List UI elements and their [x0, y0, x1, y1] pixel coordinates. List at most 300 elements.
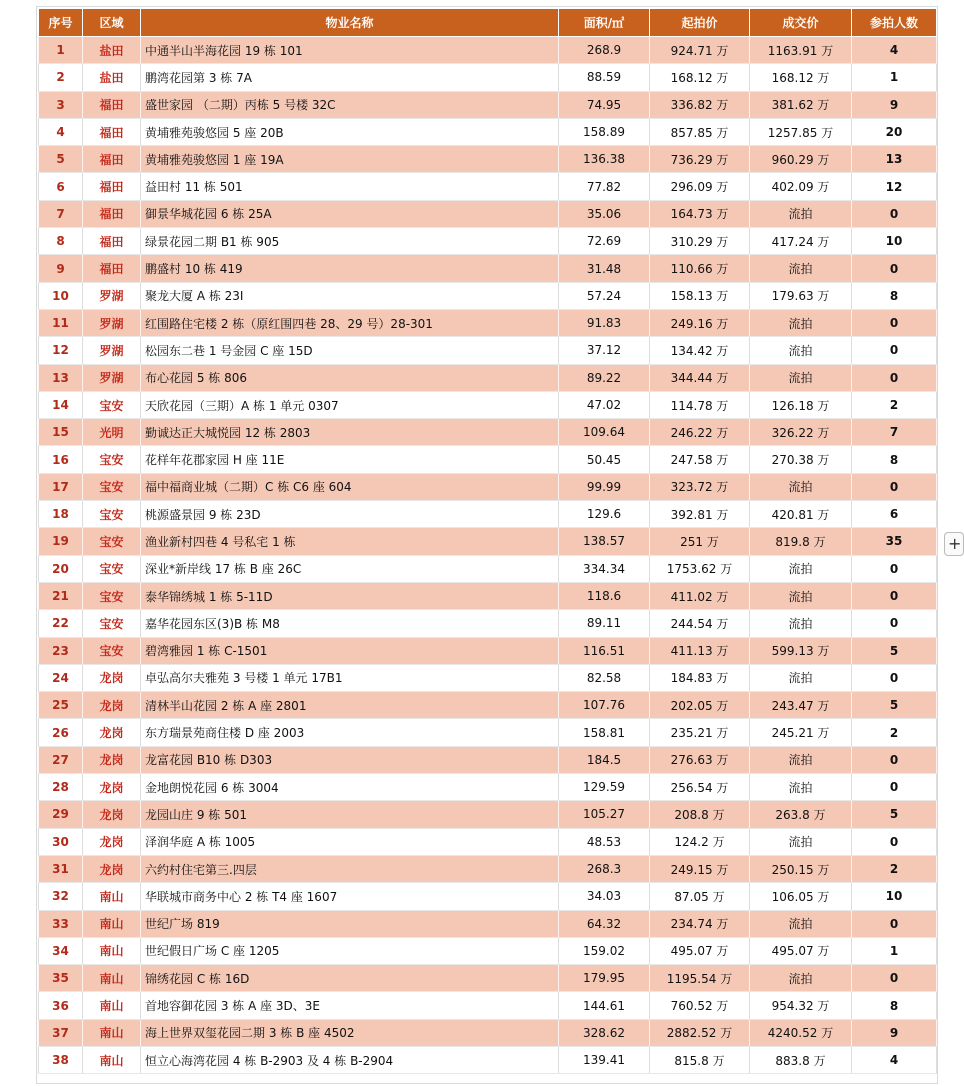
- cell-index: 7: [39, 200, 83, 227]
- cell-bidder-count: 0: [852, 965, 937, 992]
- cell-deal-price: 流拍: [750, 828, 852, 855]
- cell-bidder-count: 2: [852, 719, 937, 746]
- cell-district: 盐田: [83, 64, 141, 91]
- cell-district: 龙岗: [83, 719, 141, 746]
- cell-bidder-count: 0: [852, 910, 937, 937]
- cell-bidder-count: 0: [852, 473, 937, 500]
- cell-area: 328.62: [559, 1019, 650, 1046]
- cell-starting-price: 208.8 万: [650, 801, 750, 828]
- cell-property-name: 花样年花郡家园 H 座 11E: [141, 446, 559, 473]
- cell-area: 136.38: [559, 146, 650, 173]
- cell-deal-price: 245.21 万: [750, 719, 852, 746]
- cell-starting-price: 411.13 万: [650, 637, 750, 664]
- cell-deal-price: 流拍: [750, 910, 852, 937]
- cell-deal-price: 106.05 万: [750, 883, 852, 910]
- cell-starting-price: 202.05 万: [650, 692, 750, 719]
- cell-deal-price: 1163.91 万: [750, 37, 852, 64]
- cell-district: 福田: [83, 146, 141, 173]
- cell-index: 21: [39, 582, 83, 609]
- cell-index: 13: [39, 364, 83, 391]
- cell-starting-price: 124.2 万: [650, 828, 750, 855]
- cell-property-name: 世纪广场 819: [141, 910, 559, 937]
- header-index: 序号: [39, 9, 83, 37]
- cell-property-name: 聚龙大厦 A 栋 23I: [141, 282, 559, 309]
- table-row: [39, 255, 937, 282]
- cell-deal-price: 599.13 万: [750, 637, 852, 664]
- table-body: [39, 37, 937, 1074]
- cell-deal-price: 819.8 万: [750, 528, 852, 555]
- cell-bidder-count: 0: [852, 828, 937, 855]
- cell-starting-price: 184.83 万: [650, 664, 750, 691]
- cell-area: 82.58: [559, 664, 650, 691]
- table-row: [39, 309, 937, 336]
- cell-property-name: 御景华城花园 6 栋 25A: [141, 200, 559, 227]
- cell-district: 宝安: [83, 582, 141, 609]
- cell-property-name: 龙富花园 B10 栋 D303: [141, 746, 559, 773]
- cell-index: 2: [39, 64, 83, 91]
- table-row: [39, 828, 937, 855]
- table-row: [39, 37, 937, 64]
- cell-area: 35.06: [559, 200, 650, 227]
- cell-starting-price: 276.63 万: [650, 746, 750, 773]
- cell-bidder-count: 4: [852, 37, 937, 64]
- cell-starting-price: 244.54 万: [650, 610, 750, 637]
- cell-district: 福田: [83, 118, 141, 145]
- cell-starting-price: 247.58 万: [650, 446, 750, 473]
- cell-starting-price: 168.12 万: [650, 64, 750, 91]
- table-row: [39, 501, 937, 528]
- cell-district: 南山: [83, 1046, 141, 1073]
- table-row: [39, 746, 937, 773]
- cell-area: 158.89: [559, 118, 650, 145]
- table-row: [39, 774, 937, 801]
- cell-property-name: 渔业新村四巷 4 号私宅 1 栋: [141, 528, 559, 555]
- cell-starting-price: 114.78 万: [650, 391, 750, 418]
- table-row: [39, 64, 937, 91]
- cell-area: 64.32: [559, 910, 650, 937]
- table-row: [39, 555, 937, 582]
- cell-deal-price: 流拍: [750, 337, 852, 364]
- cell-index: 18: [39, 501, 83, 528]
- cell-bidder-count: 2: [852, 855, 937, 882]
- cell-area: 159.02: [559, 937, 650, 964]
- cell-property-name: 六约村住宅第三.四层: [141, 855, 559, 882]
- cell-area: 179.95: [559, 965, 650, 992]
- cell-district: 南山: [83, 1019, 141, 1046]
- cell-bidder-count: 12: [852, 173, 937, 200]
- table-row: [39, 446, 937, 473]
- table-row: [39, 337, 937, 364]
- table-row: [39, 228, 937, 255]
- cell-bidder-count: 9: [852, 91, 937, 118]
- cell-district: 福田: [83, 255, 141, 282]
- cell-property-name: 天欣花园（三期）A 栋 1 单元 0307: [141, 391, 559, 418]
- cell-property-name: 鹏盛村 10 栋 419: [141, 255, 559, 282]
- cell-index: 14: [39, 391, 83, 418]
- cell-index: 29: [39, 801, 83, 828]
- cell-area: 31.48: [559, 255, 650, 282]
- header-starting-price: 起拍价: [650, 9, 750, 37]
- cell-starting-price: 815.8 万: [650, 1046, 750, 1073]
- cell-index: 31: [39, 855, 83, 882]
- cell-district: 龙岗: [83, 828, 141, 855]
- table-row: [39, 692, 937, 719]
- cell-deal-price: 1257.85 万: [750, 118, 852, 145]
- cell-index: 35: [39, 965, 83, 992]
- cell-district: 罗湖: [83, 282, 141, 309]
- cell-property-name: 勤诚达正大城悦园 12 栋 2803: [141, 419, 559, 446]
- cell-property-name: 东方瑞景苑商住楼 D 座 2003: [141, 719, 559, 746]
- table-row: [39, 883, 937, 910]
- cell-area: 74.95: [559, 91, 650, 118]
- cell-bidder-count: 8: [852, 992, 937, 1019]
- cell-bidder-count: 8: [852, 446, 937, 473]
- cell-index: 33: [39, 910, 83, 937]
- cell-deal-price: 流拍: [750, 664, 852, 691]
- cell-property-name: 黄埔雅苑骏悠园 1 座 19A: [141, 146, 559, 173]
- cell-bidder-count: 35: [852, 528, 937, 555]
- table-row: [39, 610, 937, 637]
- table-row: [39, 528, 937, 555]
- table-row: [39, 937, 937, 964]
- cell-district: 龙岗: [83, 801, 141, 828]
- cell-area: 89.22: [559, 364, 650, 391]
- cell-index: 36: [39, 992, 83, 1019]
- cell-deal-price: 流拍: [750, 965, 852, 992]
- cell-district: 罗湖: [83, 364, 141, 391]
- cell-index: 34: [39, 937, 83, 964]
- cell-index: 5: [39, 146, 83, 173]
- table-row: [39, 200, 937, 227]
- table-row: [39, 637, 937, 664]
- cell-bidder-count: 0: [852, 664, 937, 691]
- cell-area: 184.5: [559, 746, 650, 773]
- cell-district: 宝安: [83, 610, 141, 637]
- cell-area: 138.57: [559, 528, 650, 555]
- cell-index: 22: [39, 610, 83, 637]
- cell-index: 38: [39, 1046, 83, 1073]
- table-row: [39, 91, 937, 118]
- cell-starting-price: 344.44 万: [650, 364, 750, 391]
- header-area: 面积/㎡: [559, 9, 650, 37]
- cell-district: 福田: [83, 173, 141, 200]
- cell-starting-price: 857.85 万: [650, 118, 750, 145]
- cell-area: 144.61: [559, 992, 650, 1019]
- cell-property-name: 海上世界双玺花园二期 3 栋 B 座 4502: [141, 1019, 559, 1046]
- cell-starting-price: 246.22 万: [650, 419, 750, 446]
- cell-starting-price: 110.66 万: [650, 255, 750, 282]
- cell-district: 南山: [83, 992, 141, 1019]
- cell-deal-price: 417.24 万: [750, 228, 852, 255]
- table-header: [39, 9, 937, 37]
- cell-index: 27: [39, 746, 83, 773]
- cell-index: 6: [39, 173, 83, 200]
- table-row: [39, 801, 937, 828]
- cell-index: 8: [39, 228, 83, 255]
- cell-area: 57.24: [559, 282, 650, 309]
- table-row: [39, 118, 937, 145]
- cell-property-name: 清林半山花园 2 栋 A 座 2801: [141, 692, 559, 719]
- cell-index: 16: [39, 446, 83, 473]
- cell-starting-price: 736.29 万: [650, 146, 750, 173]
- cell-district: 龙岗: [83, 746, 141, 773]
- cell-bidder-count: 10: [852, 228, 937, 255]
- cell-index: 4: [39, 118, 83, 145]
- cell-district: 南山: [83, 965, 141, 992]
- header-row: [39, 9, 937, 37]
- cell-index: 28: [39, 774, 83, 801]
- cell-deal-price: 243.47 万: [750, 692, 852, 719]
- cell-district: 南山: [83, 910, 141, 937]
- cell-bidder-count: 0: [852, 364, 937, 391]
- cell-starting-price: 411.02 万: [650, 582, 750, 609]
- cell-property-name: 首地容御花园 3 栋 A 座 3D、3E: [141, 992, 559, 1019]
- cell-bidder-count: 8: [852, 282, 937, 309]
- table-row: [39, 910, 937, 937]
- cell-property-name: 盛世家园 （二期）丙栋 5 号楼 32C: [141, 91, 559, 118]
- cell-index: 9: [39, 255, 83, 282]
- cell-starting-price: 924.71 万: [650, 37, 750, 64]
- cell-deal-price: 流拍: [750, 255, 852, 282]
- cell-deal-price: 954.32 万: [750, 992, 852, 1019]
- cell-deal-price: 流拍: [750, 746, 852, 773]
- cell-starting-price: 2882.52 万: [650, 1019, 750, 1046]
- cell-area: 37.12: [559, 337, 650, 364]
- cell-deal-price: 326.22 万: [750, 419, 852, 446]
- cell-deal-price: 250.15 万: [750, 855, 852, 882]
- cell-property-name: 黄埔雅苑骏悠园 5 座 20B: [141, 118, 559, 145]
- cell-deal-price: 420.81 万: [750, 501, 852, 528]
- auction-results-table-container: [38, 8, 936, 1074]
- cell-district: 宝安: [83, 555, 141, 582]
- cell-starting-price: 1753.62 万: [650, 555, 750, 582]
- cell-bidder-count: 13: [852, 146, 937, 173]
- cell-index: 17: [39, 473, 83, 500]
- table-row: [39, 391, 937, 418]
- header-bidder-count: 参拍人数: [852, 9, 937, 37]
- cell-bidder-count: 0: [852, 610, 937, 637]
- cell-bidder-count: 0: [852, 337, 937, 364]
- cell-deal-price: 960.29 万: [750, 146, 852, 173]
- cell-district: 宝安: [83, 637, 141, 664]
- cell-area: 34.03: [559, 883, 650, 910]
- cell-area: 107.76: [559, 692, 650, 719]
- cell-starting-price: 134.42 万: [650, 337, 750, 364]
- cell-district: 罗湖: [83, 337, 141, 364]
- header-deal-price: 成交价: [750, 9, 852, 37]
- cell-deal-price: 126.18 万: [750, 391, 852, 418]
- cell-property-name: 泽润华庭 A 栋 1005: [141, 828, 559, 855]
- cell-deal-price: 流拍: [750, 473, 852, 500]
- cell-bidder-count: 4: [852, 1046, 937, 1073]
- cell-area: 334.34: [559, 555, 650, 582]
- cell-index: 11: [39, 309, 83, 336]
- cell-property-name: 深业*新岸线 17 栋 B 座 26C: [141, 555, 559, 582]
- cell-district: 宝安: [83, 391, 141, 418]
- cell-index: 3: [39, 91, 83, 118]
- cell-deal-price: 179.63 万: [750, 282, 852, 309]
- cell-district: 盐田: [83, 37, 141, 64]
- cell-property-name: 世纪假日广场 C 座 1205: [141, 937, 559, 964]
- cell-deal-price: 263.8 万: [750, 801, 852, 828]
- table-row: [39, 282, 937, 309]
- add-button[interactable]: +: [944, 532, 964, 556]
- cell-index: 12: [39, 337, 83, 364]
- cell-area: 47.02: [559, 391, 650, 418]
- header-district: 区域: [83, 9, 141, 37]
- cell-index: 10: [39, 282, 83, 309]
- cell-area: 105.27: [559, 801, 650, 828]
- table-row: [39, 364, 937, 391]
- cell-district: 龙岗: [83, 774, 141, 801]
- auction-results-table: [38, 8, 937, 1074]
- cell-district: 宝安: [83, 473, 141, 500]
- cell-property-name: 泰华锦绣城 1 栋 5-11D: [141, 582, 559, 609]
- cell-property-name: 嘉华花园东区(3)B 栋 M8: [141, 610, 559, 637]
- cell-index: 19: [39, 528, 83, 555]
- cell-property-name: 卓弘高尔夫雅苑 3 号楼 1 单元 17B1: [141, 664, 559, 691]
- cell-bidder-count: 6: [852, 501, 937, 528]
- cell-property-name: 益田村 11 栋 501: [141, 173, 559, 200]
- cell-bidder-count: 1: [852, 64, 937, 91]
- cell-district: 宝安: [83, 528, 141, 555]
- table-row: [39, 1019, 937, 1046]
- cell-district: 宝安: [83, 501, 141, 528]
- cell-deal-price: 流拍: [750, 364, 852, 391]
- cell-starting-price: 760.52 万: [650, 992, 750, 1019]
- cell-deal-price: 流拍: [750, 200, 852, 227]
- cell-starting-price: 256.54 万: [650, 774, 750, 801]
- cell-district: 光明: [83, 419, 141, 446]
- cell-bidder-count: 20: [852, 118, 937, 145]
- table-row: [39, 419, 937, 446]
- cell-deal-price: 4240.52 万: [750, 1019, 852, 1046]
- cell-property-name: 红围路住宅楼 2 栋（原红围四巷 28、29 号）28-301: [141, 309, 559, 336]
- cell-deal-price: 流拍: [750, 582, 852, 609]
- table-row: [39, 146, 937, 173]
- cell-bidder-count: 10: [852, 883, 937, 910]
- cell-property-name: 松园东二巷 1 号金园 C 座 15D: [141, 337, 559, 364]
- cell-bidder-count: 5: [852, 692, 937, 719]
- cell-deal-price: 流拍: [750, 774, 852, 801]
- cell-district: 南山: [83, 883, 141, 910]
- cell-bidder-count: 0: [852, 200, 937, 227]
- cell-index: 26: [39, 719, 83, 746]
- table-row: [39, 992, 937, 1019]
- table-row: [39, 1046, 937, 1073]
- cell-property-name: 华联城市商务中心 2 栋 T4 座 1607: [141, 883, 559, 910]
- cell-starting-price: 235.21 万: [650, 719, 750, 746]
- cell-index: 32: [39, 883, 83, 910]
- cell-deal-price: 168.12 万: [750, 64, 852, 91]
- cell-index: 30: [39, 828, 83, 855]
- cell-index: 1: [39, 37, 83, 64]
- cell-starting-price: 164.73 万: [650, 200, 750, 227]
- cell-starting-price: 336.82 万: [650, 91, 750, 118]
- cell-deal-price: 883.8 万: [750, 1046, 852, 1073]
- table-row: [39, 719, 937, 746]
- cell-district: 福田: [83, 91, 141, 118]
- cell-property-name: 布心花园 5 栋 806: [141, 364, 559, 391]
- cell-area: 139.41: [559, 1046, 650, 1073]
- cell-property-name: 中通半山半海花园 19 栋 101: [141, 37, 559, 64]
- cell-starting-price: 87.05 万: [650, 883, 750, 910]
- cell-district: 南山: [83, 937, 141, 964]
- cell-index: 37: [39, 1019, 83, 1046]
- cell-bidder-count: 7: [852, 419, 937, 446]
- cell-area: 268.3: [559, 855, 650, 882]
- cell-area: 77.82: [559, 173, 650, 200]
- cell-property-name: 金地朗悦花园 6 栋 3004: [141, 774, 559, 801]
- table-row: [39, 173, 937, 200]
- cell-area: 116.51: [559, 637, 650, 664]
- cell-area: 109.64: [559, 419, 650, 446]
- cell-property-name: 鹏湾花园第 3 栋 7A: [141, 64, 559, 91]
- cell-deal-price: 381.62 万: [750, 91, 852, 118]
- cell-starting-price: 249.16 万: [650, 309, 750, 336]
- cell-area: 72.69: [559, 228, 650, 255]
- cell-bidder-count: 0: [852, 555, 937, 582]
- cell-area: 158.81: [559, 719, 650, 746]
- cell-area: 88.59: [559, 64, 650, 91]
- cell-starting-price: 495.07 万: [650, 937, 750, 964]
- cell-district: 福田: [83, 228, 141, 255]
- header-property-name: 物业名称: [141, 9, 559, 37]
- table-row: [39, 965, 937, 992]
- table-row: [39, 855, 937, 882]
- cell-bidder-count: 0: [852, 774, 937, 801]
- cell-deal-price: 流拍: [750, 555, 852, 582]
- cell-property-name: 恒立心海湾花园 4 栋 B-2903 及 4 栋 B-2904: [141, 1046, 559, 1073]
- cell-index: 25: [39, 692, 83, 719]
- cell-starting-price: 251 万: [650, 528, 750, 555]
- cell-area: 50.45: [559, 446, 650, 473]
- cell-index: 24: [39, 664, 83, 691]
- cell-area: 99.99: [559, 473, 650, 500]
- cell-area: 118.6: [559, 582, 650, 609]
- cell-property-name: 龙园山庄 9 栋 501: [141, 801, 559, 828]
- cell-deal-price: 402.09 万: [750, 173, 852, 200]
- cell-bidder-count: 0: [852, 255, 937, 282]
- cell-district: 龙岗: [83, 664, 141, 691]
- cell-index: 15: [39, 419, 83, 446]
- cell-area: 48.53: [559, 828, 650, 855]
- cell-area: 91.83: [559, 309, 650, 336]
- cell-deal-price: 流拍: [750, 309, 852, 336]
- cell-property-name: 锦绣花园 C 栋 16D: [141, 965, 559, 992]
- cell-starting-price: 158.13 万: [650, 282, 750, 309]
- cell-starting-price: 296.09 万: [650, 173, 750, 200]
- cell-bidder-count: 0: [852, 746, 937, 773]
- cell-deal-price: 流拍: [750, 610, 852, 637]
- cell-starting-price: 310.29 万: [650, 228, 750, 255]
- cell-district: 宝安: [83, 446, 141, 473]
- cell-starting-price: 249.15 万: [650, 855, 750, 882]
- cell-district: 福田: [83, 200, 141, 227]
- table-row: [39, 664, 937, 691]
- cell-starting-price: 392.81 万: [650, 501, 750, 528]
- table-row: [39, 473, 937, 500]
- cell-area: 129.6: [559, 501, 650, 528]
- cell-bidder-count: 9: [852, 1019, 937, 1046]
- cell-property-name: 碧湾雅园 1 栋 C-1501: [141, 637, 559, 664]
- cell-deal-price: 270.38 万: [750, 446, 852, 473]
- cell-bidder-count: 5: [852, 801, 937, 828]
- cell-bidder-count: 0: [852, 582, 937, 609]
- cell-district: 龙岗: [83, 855, 141, 882]
- cell-bidder-count: 0: [852, 309, 937, 336]
- table-row: [39, 582, 937, 609]
